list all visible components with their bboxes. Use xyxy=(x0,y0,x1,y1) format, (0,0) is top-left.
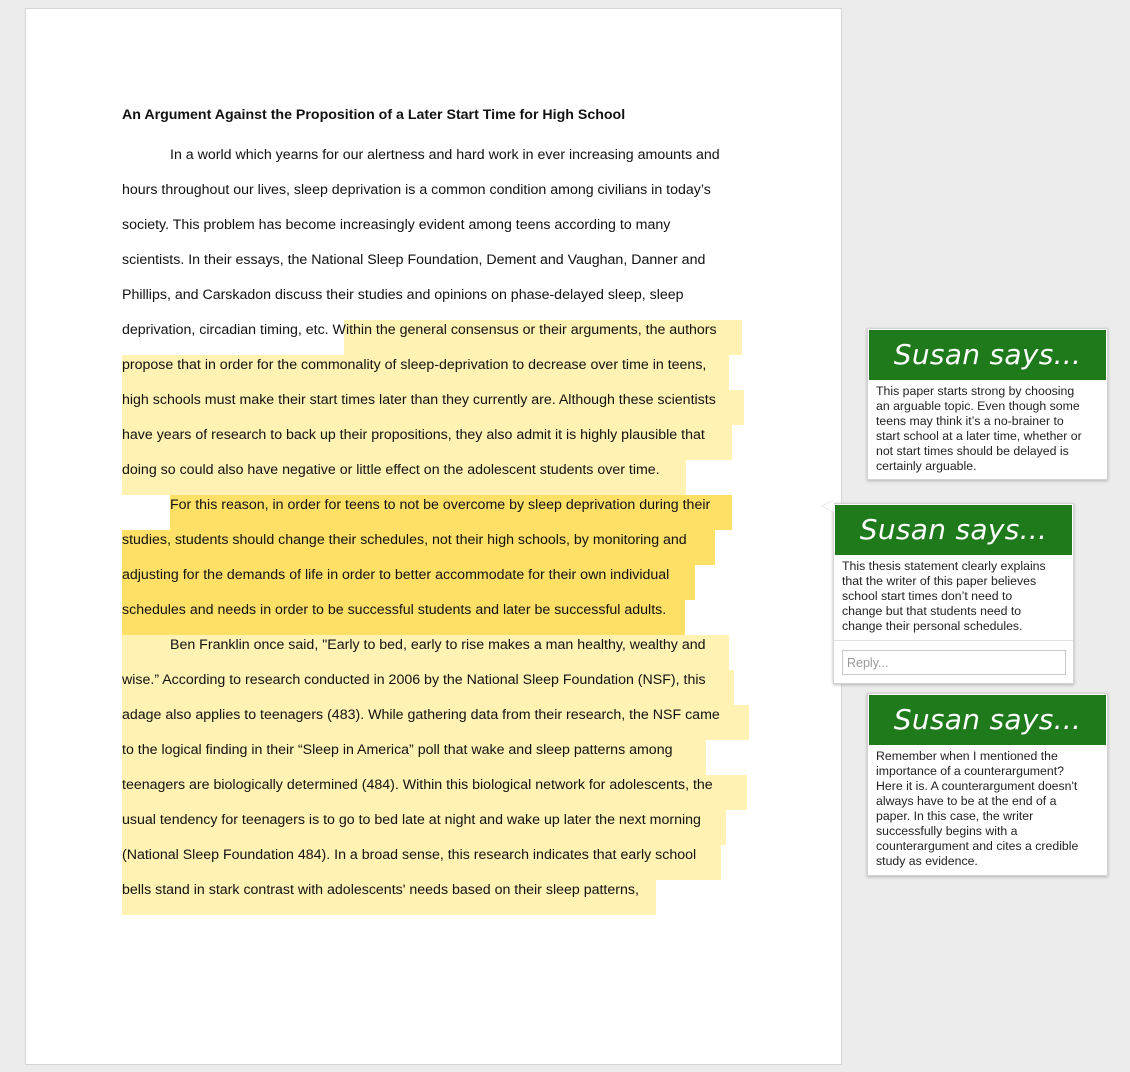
reply-input[interactable] xyxy=(842,650,1066,675)
paragraph-line: scientists. In their essays, the National Sleep Foundation, Dement and Vaughan, Danner and xyxy=(122,252,706,268)
paragraph-line: studies, students should change their schedules, not their high schools, by monitoring and xyxy=(122,532,687,548)
document-title: An Argument Against the Proposition of a Later Start Time for High School xyxy=(122,107,626,123)
paragraph-line: to the logical finding in their “Sleep in America” poll that wake and sleep patterns among xyxy=(122,742,673,758)
paragraph-line: (National Sleep Foundation 484). In a broad sense, this research indicates that early school xyxy=(122,847,697,863)
comment-card-counterargument[interactable] xyxy=(867,693,1108,876)
paragraph-line: society. This problem has become increasingly evident among teens according to many xyxy=(122,217,671,233)
paragraph-line: adage also applies to teenagers (483). While gathering data from their research, the NSF came xyxy=(122,707,720,723)
paragraph-line: propose that in order for the commonality of sleep-deprivation to decrease over time in teens, xyxy=(122,357,707,373)
paragraph-line: In a world which yearns for our alertness and hard work in ever increasing amounts and xyxy=(170,147,720,163)
reply-divider xyxy=(834,640,1073,641)
paragraph-line: Phillips, and Carskadon discuss their studies and opinions on phase-delayed sleep, sleep xyxy=(122,287,684,303)
comment-text: This paper starts strong by choosing an arguable topic. Even though some teens may think it’s a no-brainer to start school at a later time, whether or not start times should be delayed is certainly arguable. xyxy=(876,384,1082,473)
paragraph-line: hours throughout our lives, sleep deprivation is a common condition among civilians in today’s xyxy=(122,182,711,198)
comment-card-topic[interactable] xyxy=(867,328,1108,480)
paragraph-line: teenagers are biologically determined (484). Within this biological network for adolescents, the xyxy=(122,777,713,793)
comment-author: Susan says... xyxy=(869,330,1106,380)
paragraph-line: Ben Franklin once said, "Early to bed, early to rise makes a man healthy, wealthy and xyxy=(170,637,706,653)
paragraph-line: adjusting for the demands of life in order to better accommodate for their own individual xyxy=(122,567,670,583)
paragraph-line: wise.” According to research conducted in 2006 by the National Sleep Foundation (NSF), this xyxy=(122,672,706,688)
comment-author: Susan says... xyxy=(835,505,1072,555)
paragraph-line: bells stand in stark contrast with adolescents' needs based on their sleep patterns, xyxy=(122,882,639,898)
comment-text: This thesis statement clearly explains that the writer of this paper believes school start times don’t need to change but that students need to change their personal schedules. xyxy=(842,559,1046,633)
paragraph-line: For this reason, in order for teens to not be overcome by sleep deprivation during their xyxy=(170,497,711,513)
paragraph-line: deprivation, circadian timing, etc. Within the general consensus or their arguments, the authors xyxy=(122,322,717,338)
comment-card-thesis[interactable] xyxy=(833,503,1074,684)
paragraph-line: have years of research to back up their propositions, they also admit it is highly plausible that xyxy=(122,427,705,443)
comment-text: Remember when I mentioned the importance of a counterargument? Here it is. A counterargument doesn't always have to be at the end of a paper. In this case, the writer successfully begins with a counterargument and cites a credible study as evidence. xyxy=(876,749,1079,868)
paragraph-line: high schools must make their start times later than they currently are. Although these scientists xyxy=(122,392,716,408)
paragraph-line: usual tendency for teenagers is to go to bed late at night and wake up later the next morning xyxy=(122,812,701,828)
comment-pointer xyxy=(822,500,834,512)
paragraph-line: doing so could also have negative or little effect on the adolescent students over time. xyxy=(122,462,660,478)
document-page xyxy=(25,8,842,1065)
paragraph-line: schedules and needs in order to be successful students and later be successful adults. xyxy=(122,602,667,618)
comment-author: Susan says... xyxy=(869,695,1106,745)
